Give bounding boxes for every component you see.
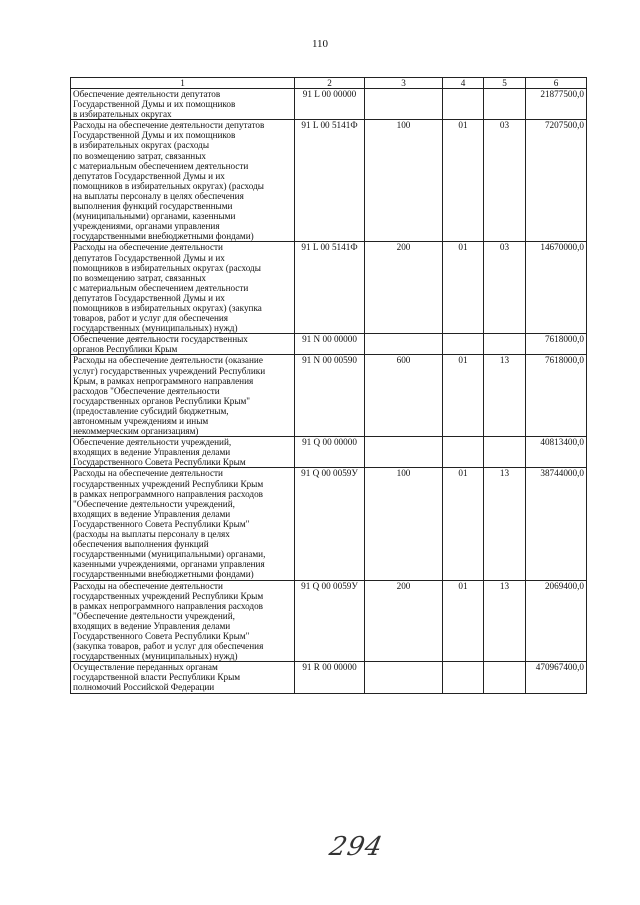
description-line: помощников в избирательных округах) (расходы	[73, 180, 264, 191]
subsection-code: 03	[484, 120, 526, 242]
description-line: обеспечения выполнения функций	[73, 539, 209, 550]
description-line: Обеспечение деятельности учреждений,	[73, 437, 232, 448]
section-code: 01	[443, 355, 484, 437]
target-article-code: 91 L 00 5141Ф	[295, 242, 365, 334]
description-line: по возмещению затрат, связанных	[73, 150, 206, 161]
description-line: с материальным обеспечением деятельности	[73, 160, 249, 171]
expense-type-code: 600	[365, 355, 443, 437]
amount-value: 2069400,0	[526, 580, 587, 662]
expense-description	[71, 437, 295, 468]
target-article-code: 91 R 00 00000	[295, 662, 365, 693]
description-line: Государственной Думы и их помощников	[73, 130, 236, 141]
description-line: государственных органов Республики Крым"	[73, 395, 251, 406]
description-line: входящих в ведение Управления делами	[73, 508, 231, 519]
section-code: 01	[443, 468, 484, 580]
description-line: в избирательных округах (расходы	[73, 140, 210, 151]
expense-description	[71, 662, 295, 693]
subsection-code	[484, 89, 526, 120]
description-line: входящих в ведение Управления делами	[73, 447, 231, 458]
description-line: Расходы на обеспечение деятельности депутатов	[73, 120, 265, 131]
target-article-code: 91 L 00 00000	[295, 89, 365, 120]
subsection-code	[484, 334, 526, 355]
table-row	[71, 437, 587, 468]
description-line: казенными учреждениями, органами управления	[73, 559, 265, 570]
description-line: помощников в избирательных округах (расходы	[73, 262, 261, 273]
expense-description	[71, 334, 295, 355]
description-line: (предоставление субсидий бюджетным,	[73, 405, 229, 416]
subsection-code: 13	[484, 580, 526, 662]
target-article-code: 91 L 00 5141Ф	[295, 120, 365, 242]
description-line: Расходы на обеспечение деятельности	[73, 242, 223, 253]
description-line: "Обеспечение деятельности учреждений,	[73, 498, 235, 509]
expense-description	[71, 580, 295, 662]
subsection-code	[484, 437, 526, 468]
target-article-code: 91 Q 00 00000	[295, 437, 365, 468]
description-line: "Обеспечение деятельности учреждений,	[73, 610, 235, 621]
section-code: 01	[443, 580, 484, 662]
description-line: услуг) государственных учреждений Республики	[73, 365, 266, 376]
description-line: помощников в избирательных округах) (закупка	[73, 302, 262, 313]
handwritten-page-mark: 294	[326, 832, 386, 862]
description-line: в избирательных округах	[73, 109, 172, 120]
description-line: государственных учреждений Республики Крым	[73, 478, 264, 489]
description-line: государственных учреждений Республики Крым	[73, 590, 264, 601]
description-line: на выплаты персоналу в целях обеспечения	[73, 190, 244, 201]
amount-value: 7618000,0	[526, 334, 587, 355]
expense-type-code: 200	[365, 580, 443, 662]
table-row	[71, 334, 587, 355]
expense-description	[71, 355, 295, 437]
description-line: Обеспечение деятельности государственных	[73, 334, 248, 345]
section-code	[443, 662, 484, 693]
description-line: (расходы на выплаты персоналу в целях	[73, 529, 230, 540]
description-line: органов Республики Крым	[73, 344, 178, 355]
table-row	[71, 89, 587, 120]
description-line: расходов "Обеспечение деятельности	[73, 385, 220, 396]
column-header: 2	[295, 78, 365, 89]
amount-value: 21877500,0	[526, 89, 587, 120]
description-line: Государственного Совета Республики Крым"	[73, 630, 250, 641]
subsection-code	[484, 662, 526, 693]
expense-type-code	[365, 662, 443, 693]
expense-type-code: 200	[365, 242, 443, 334]
column-header: 4	[443, 78, 484, 89]
table-row	[71, 242, 587, 334]
column-header: 3	[365, 78, 443, 89]
amount-value: 7618000,0	[526, 355, 587, 437]
amount-value: 38744000,0	[526, 468, 587, 580]
table-row	[71, 120, 587, 242]
description-line: некоммерческим организациям)	[73, 426, 199, 437]
column-header: 6	[526, 78, 587, 89]
description-line: Расходы на обеспечение деятельности (оказание	[73, 355, 263, 366]
target-article-code: 91 Q 00 0059У	[295, 468, 365, 580]
description-line: Государственной Думы и их помощников	[73, 99, 236, 110]
table-row	[71, 355, 587, 437]
page-number: 110	[311, 38, 329, 50]
expense-type-code	[365, 89, 443, 120]
expense-description	[71, 89, 295, 120]
section-code	[443, 89, 484, 120]
expense-description	[71, 242, 295, 334]
expense-type-code	[365, 437, 443, 468]
description-line: входящих в ведение Управления делами	[73, 620, 231, 631]
budget-table	[70, 77, 587, 694]
subsection-code: 13	[484, 468, 526, 580]
section-code	[443, 334, 484, 355]
column-header: 5	[484, 78, 526, 89]
description-line: Расходы на обеспечение деятельности	[73, 580, 223, 591]
amount-value: 14670000,0	[526, 242, 587, 334]
description-line: полномочий Российской Федерации	[73, 682, 215, 693]
description-line: (закупка товаров, работ и услуг для обеспечения	[73, 641, 264, 652]
description-line: по возмещению затрат, связанных	[73, 272, 206, 283]
description-line: государственных (муниципальных) нужд)	[73, 651, 238, 662]
section-code: 01	[443, 120, 484, 242]
description-line: выполнения функций государственными	[73, 201, 233, 212]
description-line: Крым, в рамках непрограммного направления	[73, 375, 254, 386]
description-line: Обеспечение деятельности депутатов	[73, 89, 221, 99]
description-line: товаров, работ и услуг для обеспечения	[73, 313, 228, 324]
expense-description	[71, 468, 295, 580]
table-header-row	[71, 78, 587, 89]
description-line: депутатов Государственной Думы и их	[73, 292, 225, 303]
description-line: с материальным обеспечением деятельности	[73, 282, 249, 293]
description-line: депутатов Государственной Думы и их	[73, 252, 225, 263]
description-line: учреждениями, органами управления	[73, 221, 220, 232]
description-line: Расходы на обеспечение деятельности	[73, 468, 223, 479]
description-line: автономным учреждениям и иным	[73, 416, 209, 426]
description-line: в рамках непрограммного направления расходов	[73, 488, 264, 499]
description-line: Государственного Совета Республики Крым"	[73, 518, 250, 529]
description-line: Осуществление переданных органам	[73, 662, 218, 673]
target-article-code: 91 N 00 00590	[295, 355, 365, 437]
section-code: 01	[443, 242, 484, 334]
description-line: Государственного Совета Республики Крым	[73, 457, 246, 468]
description-line: депутатов Государственной Думы и их	[73, 170, 225, 181]
description-line: государственной власти Республики Крым	[73, 672, 241, 683]
amount-value: 40813400,0	[526, 437, 587, 468]
amount-value: 7207500,0	[526, 120, 587, 242]
subsection-code: 13	[484, 355, 526, 437]
expense-type-code: 100	[365, 120, 443, 242]
target-article-code: 91 Q 00 0059У	[295, 580, 365, 662]
description-line: государственными внебюджетными фондами)	[73, 569, 254, 580]
amount-value: 470967400,0	[526, 662, 587, 693]
expense-description	[71, 120, 295, 242]
expense-type-code: 100	[365, 468, 443, 580]
description-line: государственных (муниципальных) нужд)	[73, 323, 238, 334]
column-header: 1	[71, 78, 295, 89]
target-article-code: 91 N 00 00000	[295, 334, 365, 355]
description-line: государственными (муниципальными) органами,	[73, 549, 266, 560]
description-line: государственными внебюджетными фондами)	[73, 231, 254, 242]
table-row	[71, 580, 587, 662]
subsection-code: 03	[484, 242, 526, 334]
expense-type-code	[365, 334, 443, 355]
description-line: (муниципальными) органами, казенными	[73, 211, 236, 222]
table-row	[71, 468, 587, 580]
table-row	[71, 662, 587, 693]
section-code	[443, 437, 484, 468]
description-line: в рамках непрограммного направления расходов	[73, 600, 264, 611]
